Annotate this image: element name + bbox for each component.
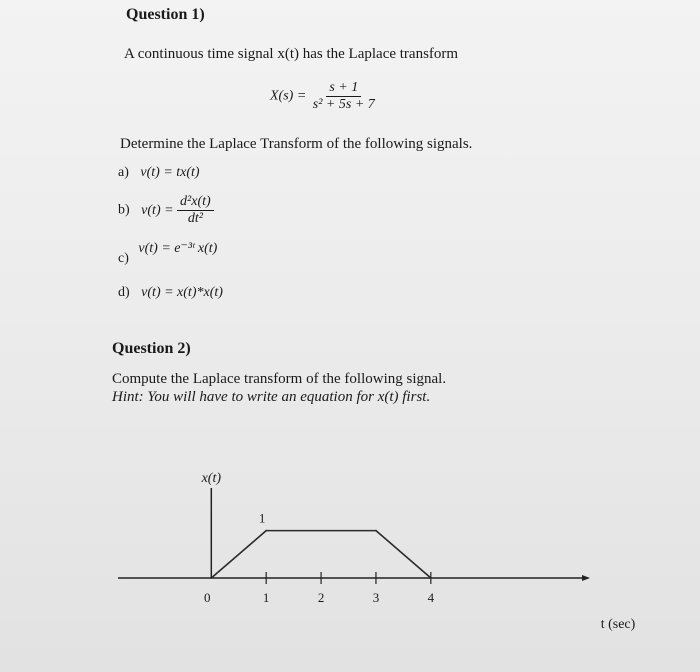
x-tick-label: 4 bbox=[427, 590, 435, 605]
part-b-numerator: d²x(t) bbox=[177, 194, 214, 211]
part-b-label: b) bbox=[118, 202, 130, 218]
y-axis-label: x(t) bbox=[201, 471, 222, 486]
y-level-label: 1 bbox=[258, 510, 266, 526]
signal-line bbox=[211, 531, 431, 578]
question-1-title: Question 1) bbox=[126, 6, 205, 23]
signal-point bbox=[210, 577, 212, 579]
x-tick-label: 0 bbox=[204, 590, 211, 605]
x-tick-label: 2 bbox=[317, 590, 325, 605]
x-tick-label: 1 bbox=[262, 590, 270, 605]
x-axis-arrowhead bbox=[582, 575, 590, 581]
x-tick-label: 3 bbox=[372, 590, 380, 605]
plot-axes bbox=[118, 471, 636, 632]
xs-lhs: X(s) = bbox=[270, 88, 307, 104]
part-d-expr: v(t) = x(t)*x(t) bbox=[141, 285, 223, 300]
question-1-intro: A continuous time signal x(t) has the Laplace transform bbox=[124, 46, 459, 62]
signal-point bbox=[265, 530, 267, 532]
signal-point bbox=[375, 530, 377, 532]
part-b-denominator: dt² bbox=[187, 211, 203, 226]
xs-denominator: s² + 5s + 7 bbox=[312, 97, 375, 112]
question-2-prompt: Compute the Laplace transform of the following signal. bbox=[112, 371, 447, 387]
part-d-label: d) bbox=[118, 285, 130, 300]
x-axis-label: t (sec) bbox=[600, 617, 636, 632]
question-2-title: Question 2) bbox=[112, 340, 191, 357]
question-2-hint: Hint: You will have to write an equation for x(t) first. bbox=[112, 389, 431, 405]
part-a-expr: v(t) = tx(t) bbox=[140, 165, 200, 180]
part-a-label: a) bbox=[118, 165, 129, 180]
determine-instruction: Determine the Laplace Transform of the following signals. bbox=[120, 136, 473, 152]
signal-point bbox=[430, 577, 432, 579]
plot-marks bbox=[210, 530, 431, 579]
part-c-expr: v(t) = e⁻³ᵗ x(t) bbox=[138, 241, 218, 256]
xs-numerator: s + 1 bbox=[326, 80, 361, 97]
part-c-label: c) bbox=[118, 251, 129, 266]
part-b-lhs: v(t) = bbox=[141, 202, 174, 218]
